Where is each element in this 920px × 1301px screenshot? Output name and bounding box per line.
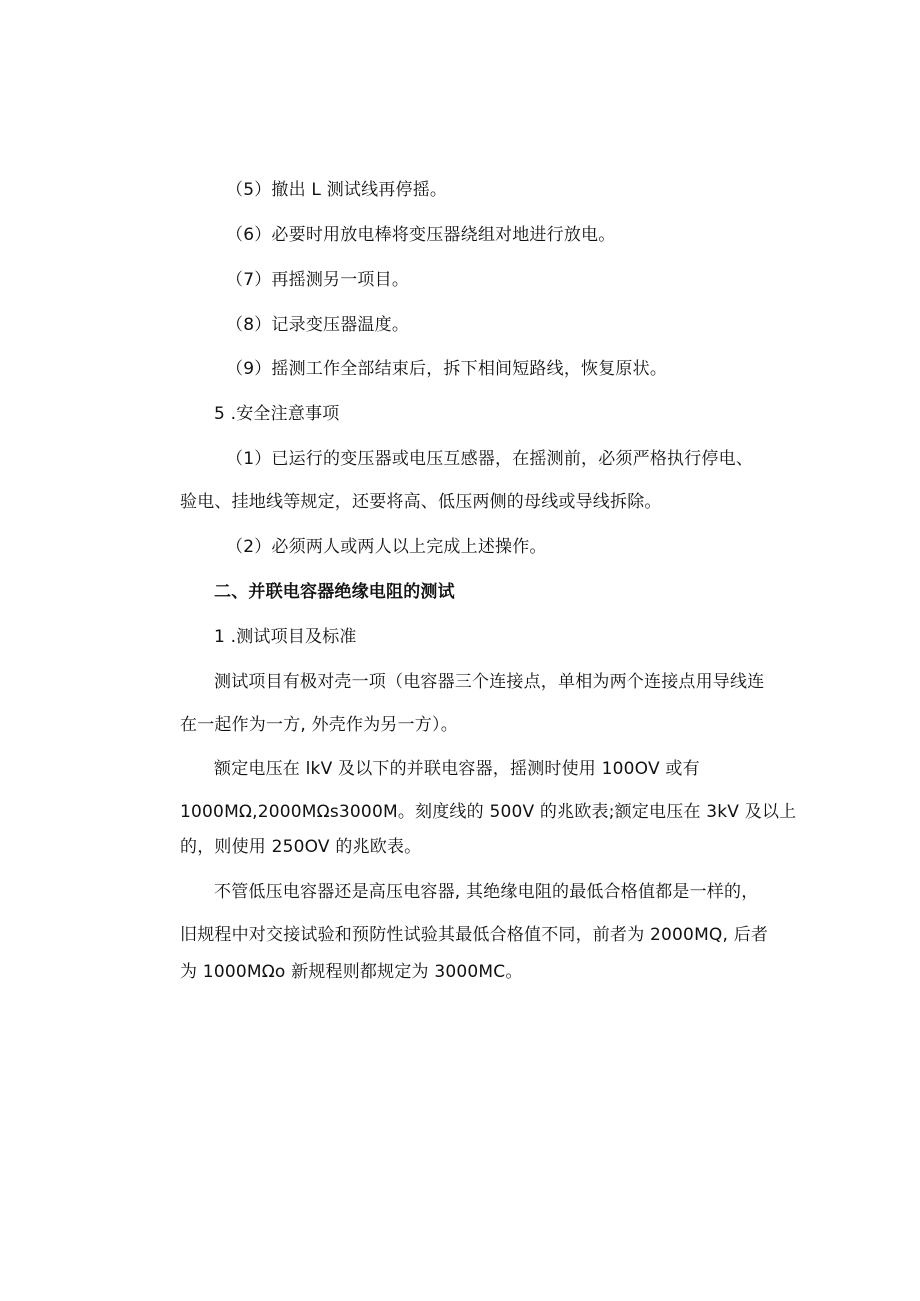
step-7-text: （7）再摇测另一项目。 — [226, 270, 410, 290]
section-1-heading: 1 .测试项目及标准 — [214, 627, 357, 647]
chapter-two-heading: 二、并联电容器绝缘电阻的测试 — [214, 582, 455, 602]
safety-note-1-line-2: 验电、挂地线等规定，还要将高、低压两侧的母线或导线拆除。 — [180, 492, 662, 512]
paragraph-1-line-1: 测试项目有极对壳一项（电容器三个连接点，单相为两个连接点用导线连 — [214, 672, 765, 692]
paragraph-3-line-2: 旧规程中对交接试验和预防性试验其最低合格值不同，前者为 2000MQ, 后者 — [180, 925, 769, 945]
safety-note-1-line-1: （1）已运行的变压器或电压互感器，在摇测前，必须严格执行停电、 — [226, 449, 754, 469]
paragraph-1-line-2: 在一起作为一方, 外壳作为另一方）。 — [180, 715, 458, 735]
paragraph-3-line-3: 为 1000MΩo 新规程则都规定为 3000MC。 — [180, 962, 523, 982]
step-8-text: （8）记录变压器温度。 — [226, 315, 410, 335]
safety-note-2: （2）必须两人或两人以上完成上述操作。 — [226, 537, 547, 557]
section-5-heading: 5 .安全注意事项 — [214, 404, 340, 424]
paragraph-2-line-3: 的，则使用 250OV 的兆欧表。 — [180, 837, 422, 857]
paragraph-3-line-1: 不管低压电容器还是高压电容器, 其绝缘电阻的最低合格值都是一样的， — [214, 882, 759, 902]
step-9-text: （9）摇测工作全部结束后，拆下相间短路线，恢复原状。 — [226, 359, 668, 379]
step-6-text: （6）必要时用放电棒将变压器绕组对地进行放电。 — [226, 225, 616, 245]
paragraph-2-line-1: 额定电压在 lkV 及以下的并联电容器，摇测时使用 100OV 或有 — [214, 759, 700, 779]
step-5-text: （5）撤出 L 测试线再停摇。 — [226, 180, 448, 200]
paragraph-2-line-2: 1000MΩ,2000MΩs3000M。刻度线的 500V 的兆欧表;额定电压在 3kV 及以上 — [180, 802, 797, 822]
